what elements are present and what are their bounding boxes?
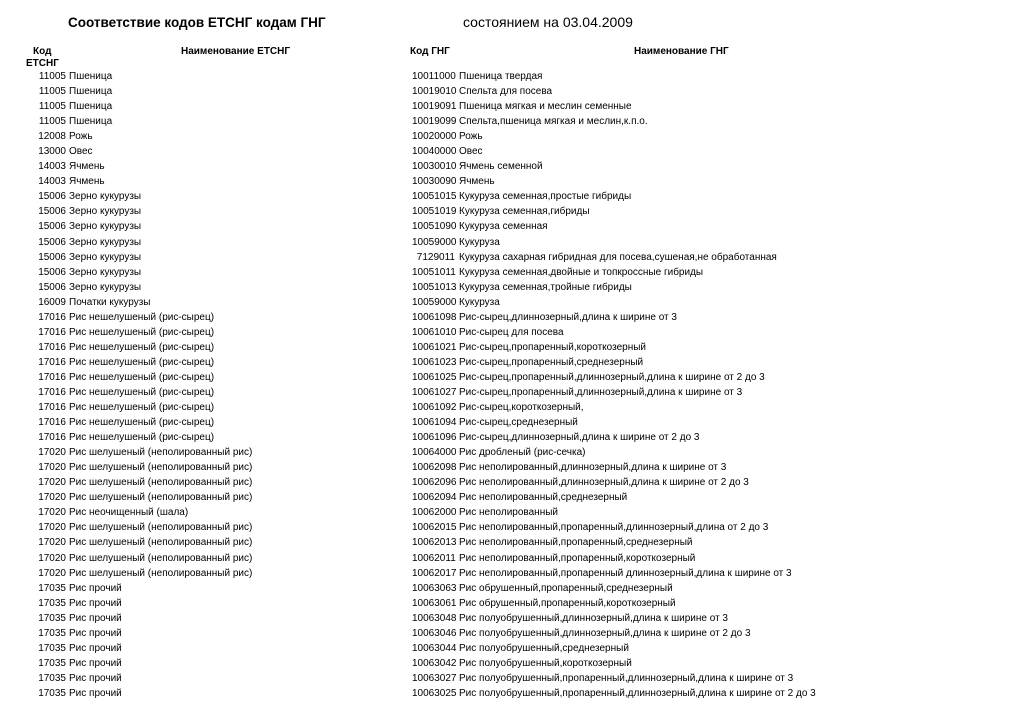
gng-name-cell: Рис-сырец,среднезерный xyxy=(459,417,578,429)
gng-name-cell: Спельта для посева xyxy=(459,86,553,98)
gng-name-cell: Рис-сырец для посева xyxy=(459,326,564,338)
header-etsng-code: Код xyxy=(33,46,52,57)
gng-code-cell: 10051015 xyxy=(412,191,457,203)
table-row xyxy=(0,385,1024,400)
table-row xyxy=(0,204,1024,219)
etsng-code-cell: 15006 xyxy=(38,281,66,293)
etsng-code-cell: 11005 xyxy=(38,116,66,128)
table-row xyxy=(0,69,1024,84)
header-gng-code: Код ГНГ xyxy=(410,46,450,57)
gng-name-cell: Рис-сырец,длиннозерный,длина к ширине от 3 xyxy=(459,311,677,323)
table-row xyxy=(0,174,1024,189)
etsng-name-cell: Рожь xyxy=(69,131,93,143)
etsng-name-cell: Рис прочий xyxy=(69,657,122,669)
table-row xyxy=(0,671,1024,686)
etsng-name-cell: Зерно кукурузы xyxy=(69,266,142,278)
etsng-name-cell: Рис прочий xyxy=(69,627,122,639)
table-row xyxy=(0,250,1024,265)
etsng-code-cell: 17035 xyxy=(38,672,66,684)
etsng-name-cell: Рис нешелушеный (рис-сырец) xyxy=(69,356,215,368)
gng-name-cell: Кукуруза сахарная гибридная для посева,сушеная,не обработанная xyxy=(459,251,777,263)
table-row xyxy=(0,400,1024,415)
gng-code-cell: 10051013 xyxy=(412,281,457,293)
gng-name-cell: Ячмень xyxy=(459,176,495,188)
gng-code-cell: 10063048 xyxy=(412,612,457,624)
mapping-table xyxy=(0,69,1024,701)
etsng-code-cell: 17016 xyxy=(38,326,66,338)
gng-name-cell: Кукуруза семенная xyxy=(459,221,548,233)
etsng-name-cell: Рис нешелушеный (рис-сырец) xyxy=(69,432,215,444)
etsng-code-cell: 15006 xyxy=(38,266,66,278)
etsng-name-cell: Ячмень xyxy=(69,161,105,173)
gng-code-cell: 10030090 xyxy=(412,176,457,188)
table-row xyxy=(0,475,1024,490)
gng-code-cell: 10061027 xyxy=(412,386,457,398)
etsng-name-cell: Рис нешелушеный (рис-сырец) xyxy=(69,326,215,338)
gng-name-cell: Рис полуобрушенный,длиннозерный,длина к ширине от 2 до 3 xyxy=(459,627,751,639)
table-row xyxy=(0,611,1024,626)
etsng-name-cell: Зерно кукурузы xyxy=(69,251,142,263)
etsng-code-cell: 17016 xyxy=(38,356,66,368)
gng-name-cell: Рис неполированный,пропаренный,среднезерный xyxy=(459,537,693,549)
table-row xyxy=(0,656,1024,671)
gng-name-cell: Рис неполированный,длиннозерный,длина к ширине от 3 xyxy=(459,462,727,474)
etsng-code-cell: 14003 xyxy=(38,161,66,173)
table-row xyxy=(0,340,1024,355)
etsng-code-cell: 17035 xyxy=(38,687,66,699)
etsng-name-cell: Ячмень xyxy=(69,176,105,188)
etsng-name-cell: Пшеница xyxy=(69,101,113,113)
etsng-name-cell: Рис нешелушеный (рис-сырец) xyxy=(69,417,215,429)
etsng-name-cell: Пшеница xyxy=(69,116,113,128)
table-row xyxy=(0,520,1024,535)
gng-code-cell: 10063046 xyxy=(412,627,457,639)
etsng-code-cell: 17035 xyxy=(38,612,66,624)
etsng-name-cell: Рис шелушеный (неполированный рис) xyxy=(69,522,253,534)
etsng-name-cell: Початки кукурузы xyxy=(69,296,151,308)
etsng-name-cell: Зерно кукурузы xyxy=(69,191,142,203)
table-row xyxy=(0,581,1024,596)
etsng-name-cell: Пшеница xyxy=(69,71,113,82)
gng-name-cell: Рис неполированный xyxy=(459,507,558,519)
gng-code-cell: 10061096 xyxy=(412,432,457,444)
etsng-code-cell: 15006 xyxy=(38,251,66,263)
etsng-name-cell: Зерно кукурузы xyxy=(69,206,142,218)
gng-name-cell: Рис полуобрушенный,длиннозерный,длина к ширине от 3 xyxy=(459,612,728,624)
etsng-code-cell: 17035 xyxy=(38,642,66,654)
etsng-code-cell: 17035 xyxy=(38,657,66,669)
header-etsng-code-line2: ЕТСНГ xyxy=(26,58,59,69)
gng-code-cell: 10051090 xyxy=(412,221,457,233)
etsng-name-cell: Рис неочищенный (шала) xyxy=(69,507,189,519)
gng-code-cell: 10063025 xyxy=(412,687,457,699)
gng-code-cell: 10061025 xyxy=(412,371,457,383)
page-title: Соответствие кодов ЕТСНГ кодам ГНГ xyxy=(68,15,326,30)
table-row xyxy=(0,551,1024,566)
table-row xyxy=(0,596,1024,611)
gng-name-cell: Ячмень семенной xyxy=(459,161,543,173)
gng-name-cell: Рис неполированный,пропаренный длиннозерный,длина к ширине от 3 xyxy=(459,567,792,579)
gng-code-cell: 7129011 xyxy=(416,251,455,263)
gng-code-cell: 10040000 xyxy=(412,146,457,158)
gng-code-cell: 10011000 xyxy=(412,71,456,82)
gng-code-cell: 10062096 xyxy=(412,477,457,489)
table-row xyxy=(0,626,1024,641)
gng-name-cell: Рис неполированный,пропаренный,длиннозерный,длина от 2 до 3 xyxy=(459,522,769,534)
gng-name-cell: Рис-сырец,пропаренный,длиннозерный,длина к ширине от 2 до 3 xyxy=(459,371,765,383)
gng-code-cell: 10063044 xyxy=(412,642,457,654)
gng-name-cell: Рис обрушенный,пропаренный,среднезерный xyxy=(459,582,673,594)
etsng-code-cell: 17035 xyxy=(38,597,66,609)
etsng-name-cell: Рис прочий xyxy=(69,597,122,609)
gng-name-cell: Рис неполированный,пропаренный,короткозерный xyxy=(459,552,696,564)
etsng-name-cell: Рис шелушеный (неполированный рис) xyxy=(69,552,253,564)
etsng-code-cell: 17016 xyxy=(38,386,66,398)
gng-name-cell: Рис-сырец,пропаренный,короткозерный xyxy=(459,341,646,353)
etsng-code-cell: 11005 xyxy=(38,71,66,82)
etsng-name-cell: Рис нешелушеный (рис-сырец) xyxy=(69,402,215,414)
gng-name-cell: Кукуруза семенная,гибриды xyxy=(459,206,590,218)
gng-name-cell: Рис полуобрушенный,среднезерный xyxy=(459,642,629,654)
gng-code-cell: 10059000 xyxy=(412,236,457,248)
etsng-code-cell: 16009 xyxy=(38,296,66,308)
etsng-code-cell: 15006 xyxy=(38,221,66,233)
gng-code-cell: 10051011 xyxy=(412,266,456,278)
etsng-code-cell: 17020 xyxy=(38,477,66,489)
etsng-code-cell: 17020 xyxy=(38,522,66,534)
gng-name-cell: Кукуруза семенная,тройные гибриды xyxy=(459,281,632,293)
header-gng-name: Наименование ГНГ xyxy=(634,46,729,57)
table-row xyxy=(0,370,1024,385)
gng-name-cell: Кукуруза семенная,двойные и топкроссные гибриды xyxy=(459,266,704,278)
gng-name-cell: Рис-сырец,длиннозерный,длина к ширине от 2 до 3 xyxy=(459,432,700,444)
gng-name-cell: Кукуруза xyxy=(459,236,500,248)
etsng-name-cell: Рис шелушеный (неполированный рис) xyxy=(69,462,253,474)
etsng-name-cell: Рис шелушеный (неполированный рис) xyxy=(69,537,253,549)
etsng-name-cell: Рис прочий xyxy=(69,612,122,624)
gng-code-cell: 10064000 xyxy=(412,447,457,459)
etsng-code-cell: 17016 xyxy=(38,417,66,429)
gng-code-cell: 10062000 xyxy=(412,507,457,519)
gng-name-cell: Рис неполированный,среднезерный xyxy=(459,492,628,504)
gng-code-cell: 10051019 xyxy=(412,206,457,218)
gng-name-cell: Рис-сырец,пропаренный,длиннозерный,длина к ширине от 3 xyxy=(459,386,743,398)
etsng-code-cell: 17016 xyxy=(38,371,66,383)
etsng-name-cell: Рис нешелушеный (рис-сырец) xyxy=(69,341,215,353)
etsng-code-cell: 17020 xyxy=(38,447,66,459)
table-row xyxy=(0,415,1024,430)
table-row xyxy=(0,445,1024,460)
gng-name-cell: Кукуруза семенная,простые гибриды xyxy=(459,191,632,203)
table-row xyxy=(0,295,1024,310)
gng-code-cell: 10061098 xyxy=(412,311,457,323)
table-row xyxy=(0,84,1024,99)
etsng-code-cell: 17035 xyxy=(38,582,66,594)
gng-name-cell: Спельта,пшеница мягкая и меслин,к.п.о. xyxy=(459,116,648,128)
etsng-name-cell: Рис нешелушеный (рис-сырец) xyxy=(69,386,215,398)
etsng-name-cell: Овес xyxy=(69,146,93,158)
table-row xyxy=(0,159,1024,174)
gng-code-cell: 10061092 xyxy=(412,402,457,414)
gng-name-cell: Овес xyxy=(459,146,483,158)
gng-code-cell: 10063063 xyxy=(412,582,457,594)
gng-code-cell: 10063027 xyxy=(412,672,457,684)
gng-name-cell: Рис полуобрушенный,пропаренный,длиннозерный,длина к ширине от 3 xyxy=(459,672,794,684)
gng-code-cell: 10030010 xyxy=(412,161,457,173)
table-row xyxy=(0,144,1024,159)
gng-code-cell: 10063061 xyxy=(412,597,457,609)
gng-code-cell: 10019099 xyxy=(412,116,457,128)
table-row xyxy=(0,460,1024,475)
etsng-code-cell: 13000 xyxy=(38,146,66,158)
etsng-name-cell: Зерно кукурузы xyxy=(69,236,142,248)
gng-name-cell: Рис неполированный,длиннозерный,длина к ширине от 2 до 3 xyxy=(459,477,749,489)
table-row xyxy=(0,219,1024,234)
gng-code-cell: 10061023 xyxy=(412,356,457,368)
etsng-code-cell: 17020 xyxy=(38,537,66,549)
gng-code-cell: 10059000 xyxy=(412,296,457,308)
gng-code-cell: 10062098 xyxy=(412,462,457,474)
gng-name-cell: Пшеница твердая xyxy=(459,71,543,82)
etsng-code-cell: 17016 xyxy=(38,402,66,414)
etsng-name-cell: Рис шелушеный (неполированный рис) xyxy=(69,492,253,504)
etsng-name-cell: Рис прочий xyxy=(69,582,122,594)
state-date: состоянием на 03.04.2009 xyxy=(463,14,633,30)
table-row xyxy=(0,325,1024,340)
etsng-name-cell: Рис шелушеный (неполированный рис) xyxy=(69,477,253,489)
gng-code-cell: 10062015 xyxy=(412,522,457,534)
etsng-code-cell: 17016 xyxy=(38,432,66,444)
table-row xyxy=(0,490,1024,505)
etsng-name-cell: Зерно кукурузы xyxy=(69,221,142,233)
etsng-name-cell: Зерно кукурузы xyxy=(69,281,142,293)
etsng-code-cell: 15006 xyxy=(38,191,66,203)
table-row xyxy=(0,566,1024,581)
gng-code-cell: 10020000 xyxy=(412,131,457,143)
etsng-code-cell: 17020 xyxy=(38,567,66,579)
table-row xyxy=(0,265,1024,280)
etsng-code-cell: 17020 xyxy=(38,552,66,564)
etsng-code-cell: 17020 xyxy=(38,507,66,519)
etsng-name-cell: Рис шелушеный (неполированный рис) xyxy=(69,567,253,579)
etsng-name-cell: Рис прочий xyxy=(69,672,122,684)
gng-name-cell: Рис обрушенный,пропаренный,короткозерный xyxy=(459,597,676,609)
etsng-name-cell: Рис нешелушеный (рис-сырец) xyxy=(69,311,215,323)
gng-name-cell: Рис-сырец,короткозерный, xyxy=(459,402,584,414)
gng-name-cell: Пшеница мягкая и меслин семенные xyxy=(459,101,632,113)
etsng-name-cell: Рис прочий xyxy=(69,642,122,654)
etsng-code-cell: 11005 xyxy=(38,101,66,113)
table-row xyxy=(0,235,1024,250)
gng-code-cell: 10061021 xyxy=(412,341,457,353)
table-row xyxy=(0,99,1024,114)
gng-name-cell: Рис полуобрушенный,короткозерный xyxy=(459,657,632,669)
gng-code-cell: 10019091 xyxy=(412,101,457,113)
etsng-code-cell: 12008 xyxy=(38,131,66,143)
table-row xyxy=(0,430,1024,445)
etsng-code-cell: 17016 xyxy=(38,341,66,353)
etsng-name-cell: Пшеница xyxy=(69,86,113,98)
etsng-code-cell: 17035 xyxy=(38,627,66,639)
etsng-name-cell: Рис нешелушеный (рис-сырец) xyxy=(69,371,215,383)
gng-name-cell: Рис дробленый (рис-сечка) xyxy=(459,447,586,459)
table-row xyxy=(0,280,1024,295)
table-row xyxy=(0,505,1024,520)
etsng-name-cell: Рис шелушеный (неполированный рис) xyxy=(69,447,253,459)
header-etsng-name: Наименование ЕТСНГ xyxy=(181,46,291,57)
etsng-code-cell: 14003 xyxy=(38,176,66,188)
gng-name-cell: Рожь xyxy=(459,131,483,143)
etsng-name-cell: Рис прочий xyxy=(69,687,122,699)
etsng-code-cell: 11005 xyxy=(38,86,66,98)
gng-code-cell: 10062013 xyxy=(412,537,457,549)
etsng-code-cell: 15006 xyxy=(38,206,66,218)
table-row xyxy=(0,189,1024,204)
gng-code-cell: 10063042 xyxy=(412,657,457,669)
table-row xyxy=(0,114,1024,129)
table-row xyxy=(0,310,1024,325)
gng-name-cell: Рис-сырец,пропаренный,среднезерный xyxy=(459,356,644,368)
table-row xyxy=(0,686,1024,701)
gng-code-cell: 10061010 xyxy=(412,326,457,338)
etsng-code-cell: 17020 xyxy=(38,462,66,474)
gng-code-cell: 10062094 xyxy=(412,492,457,504)
table-row xyxy=(0,641,1024,656)
etsng-code-cell: 17020 xyxy=(38,492,66,504)
gng-code-cell: 10061094 xyxy=(412,417,457,429)
gng-code-cell: 10062017 xyxy=(412,567,457,579)
gng-code-cell: 10019010 xyxy=(412,86,457,98)
table-row xyxy=(0,535,1024,550)
etsng-code-cell: 15006 xyxy=(38,236,66,248)
gng-code-cell: 10062011 xyxy=(412,552,456,564)
etsng-code-cell: 17016 xyxy=(38,311,66,323)
table-row xyxy=(0,129,1024,144)
table-row xyxy=(0,355,1024,370)
gng-name-cell: Рис полуобрушенный,пропаренный,длиннозерный,длина к ширине от 2 до 3 xyxy=(459,687,816,699)
gng-name-cell: Кукуруза xyxy=(459,296,500,308)
